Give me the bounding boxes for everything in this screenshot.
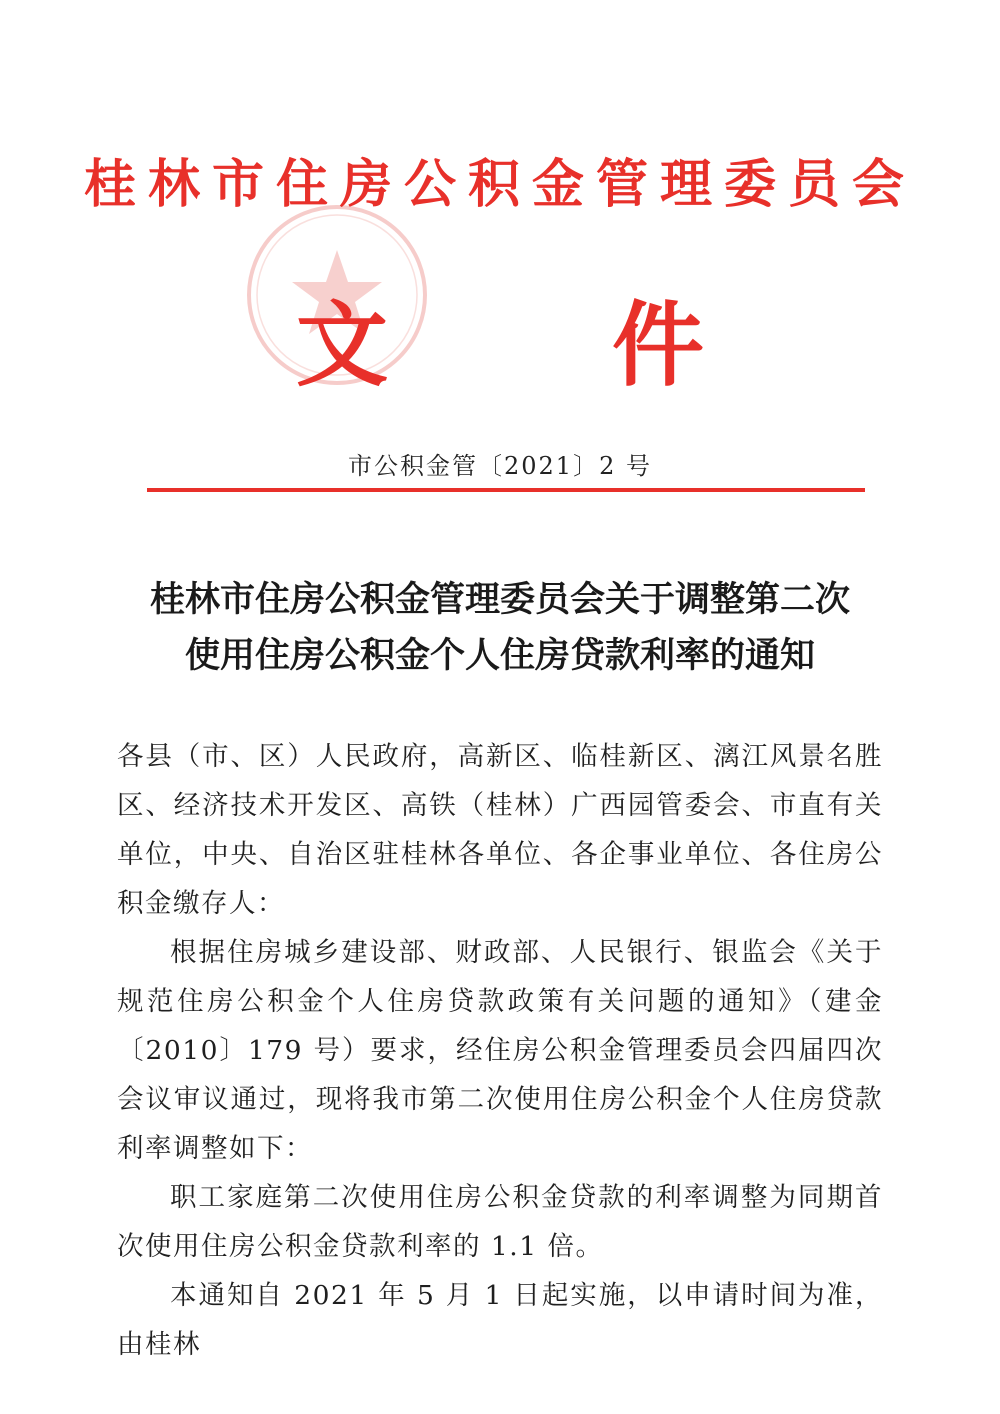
issuing-authority: 桂林市住房公积金管理委员会 [83,154,916,215]
title-line-1: 桂林市住房公积金管理委员会关于调整第二次 [149,580,850,620]
title-line-2: 使用住房公积金个人住房贷款利率的通知 [184,636,815,676]
body-paragraph-1: 根据住房城乡建设部、财政部、人民银行、银监会《关于规范住房公积金个人住房贷款政策有关问题的通知》（建金〔2010〕179 号）要求，经住房公积金管理委员会四届四次会议审议通过，现将我市第二次使用住房公积金个人住房贷款利率调整如下： [117,937,883,1164]
body-paragraph-3: 本通知自 2021 年 5 月 1 日起实施，以申请时间为准，由桂林 [117,1280,883,1360]
body-paragraph-2: 职工家庭第二次使用住房公积金贷款的利率调整为同期首次使用住房公积金贷款利率的 1.1 倍。 [117,1182,883,1262]
document-number: 市公积金管〔2021〕2 号 [348,452,652,480]
red-separator-line [147,488,865,492]
document-title [100,572,900,684]
addressee-paragraph: 各县（市、区）人民政府，高新区、临桂新区、漓江风景名胜区、经济技术开发区、高铁（桂林）广西园管委会、市直有关单位，中央、自治区驻桂林各单位、各企事业单位、各住房公积金缴存人： [117,741,883,919]
header-character-wen: 文 [296,291,389,399]
header-character-jian: 件 [612,291,705,399]
document-body [117,732,883,1369]
